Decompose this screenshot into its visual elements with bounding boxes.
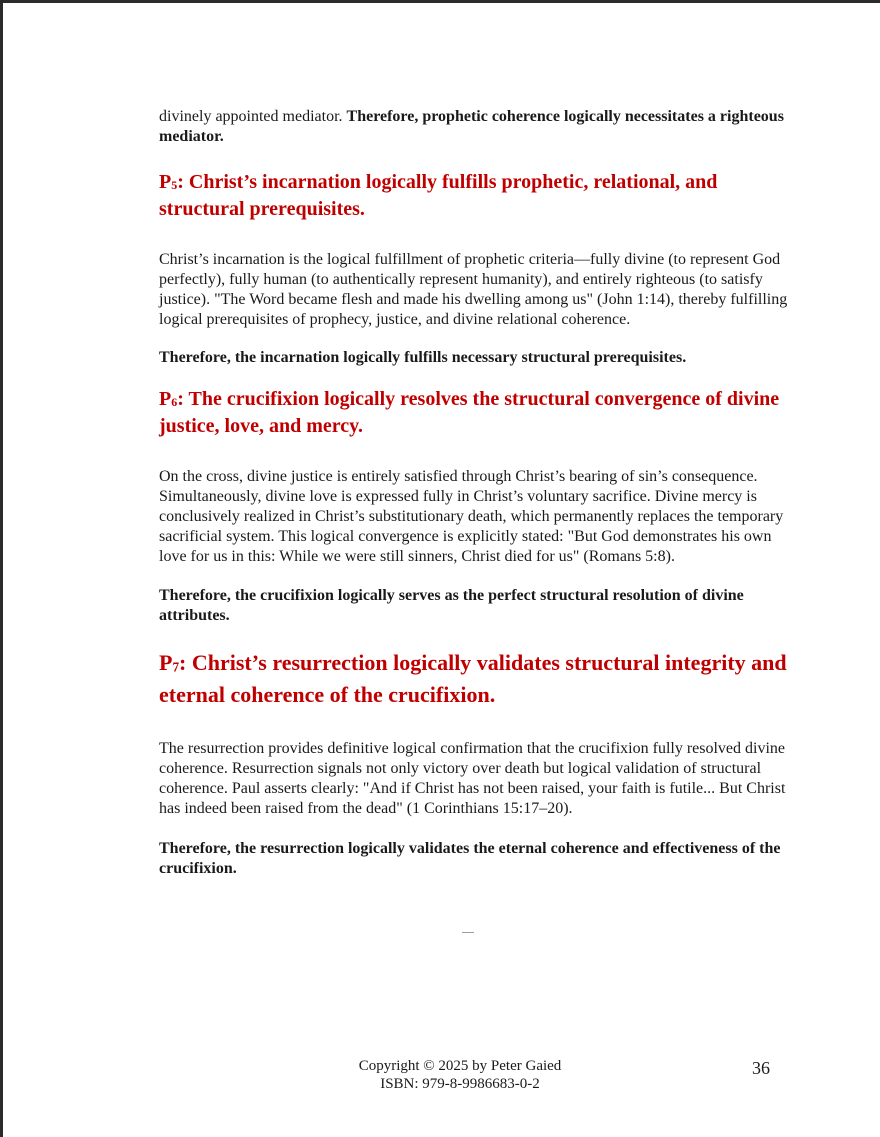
- intro-conclusion: Therefore, prophetic coherence logically necessitates a righteous mediator.: [159, 108, 784, 145]
- section-label-subscript: 5: [171, 178, 178, 193]
- section-body-p5: Christ’s incarnation is the logical fulfillment of prophetic criteria—fully divine (to represent God perfectly), fully human (to authentically represent humanity), and entirely righteous (to satisfy justice). "The Word became flesh and made his dwelling among us" (John 1:14), thereby fulfilling logical prerequisites of prophecy, justice, and divine relational coherence.: [159, 251, 788, 329]
- page-footer: [300, 1057, 620, 1093]
- section-label-subscript: 7: [172, 659, 180, 675]
- section-conclusion-p6: Therefore, the crucifixion logically serves as the perfect structural resolution of divine attributes.: [159, 587, 744, 625]
- section-body-p6: On the cross, divine justice is entirely satisfied through Christ’s bearing of sin’s consequence. Simultaneously, divine love is expressed fully in Christ’s voluntary sacrifice. Divine mercy is conclusively realized in Christ’s substitutionary death, which permanently replaces the temporary sacrificial system. This logical convergence is explicitly stated: "But God demonstrates his own love for us in this: While we were still sinners, Christ died for us" (Romans 5:8).: [159, 468, 784, 566]
- page-frame-left: [0, 0, 3, 1137]
- page-number: 36: [752, 1058, 770, 1078]
- section-body-p7: The resurrection provides definitive logical confirmation that the crucifixion fully resolved divine coherence. Resurrection signals not only victory over death but logical validation of structural coherence. Paul asserts clearly: "And if Christ has not been raised, your faith is futile... But Christ has indeed been raised from the dead" (1 Corinthians 15:17–20).: [159, 739, 786, 817]
- section-heading-p7: [159, 649, 789, 707]
- separator-dash: [462, 932, 474, 933]
- page-content: [159, 107, 789, 879]
- intro-text: divinely appointed mediator.: [159, 108, 347, 125]
- intro-paragraph: [159, 107, 789, 147]
- section-label-subscript: 6: [171, 395, 178, 410]
- section-label-letter: P: [159, 171, 172, 193]
- section-heading-text: : Christ’s resurrection logically validates structural integrity and eternal coherence of the crucifixion.: [159, 650, 787, 707]
- copyright-line: Copyright © 2025 by Peter Gaied: [358, 1058, 562, 1074]
- section-heading-text: : The crucifixion logically resolves the structural convergence of divine justice, love, and mercy.: [159, 388, 780, 438]
- section-heading-p5: [159, 170, 789, 221]
- page-frame-top: [0, 0, 880, 3]
- section-label-letter: P: [159, 388, 172, 411]
- section-conclusion-p5: Therefore, the incarnation logically fulfills necessary structural prerequisites.: [159, 349, 687, 367]
- section-label-letter: P: [159, 650, 173, 676]
- section-heading-p6: [159, 387, 789, 438]
- section-heading-text: : Christ’s incarnation logically fulfills prophetic, relational, and structural prerequisites.: [159, 171, 718, 221]
- section-conclusion-p7: Therefore, the resurrection logically validates the eternal coherence and effectiveness of the crucifixion.: [159, 839, 781, 877]
- isbn-line: ISBN: 979-8-9986683-0-2: [380, 1076, 540, 1092]
